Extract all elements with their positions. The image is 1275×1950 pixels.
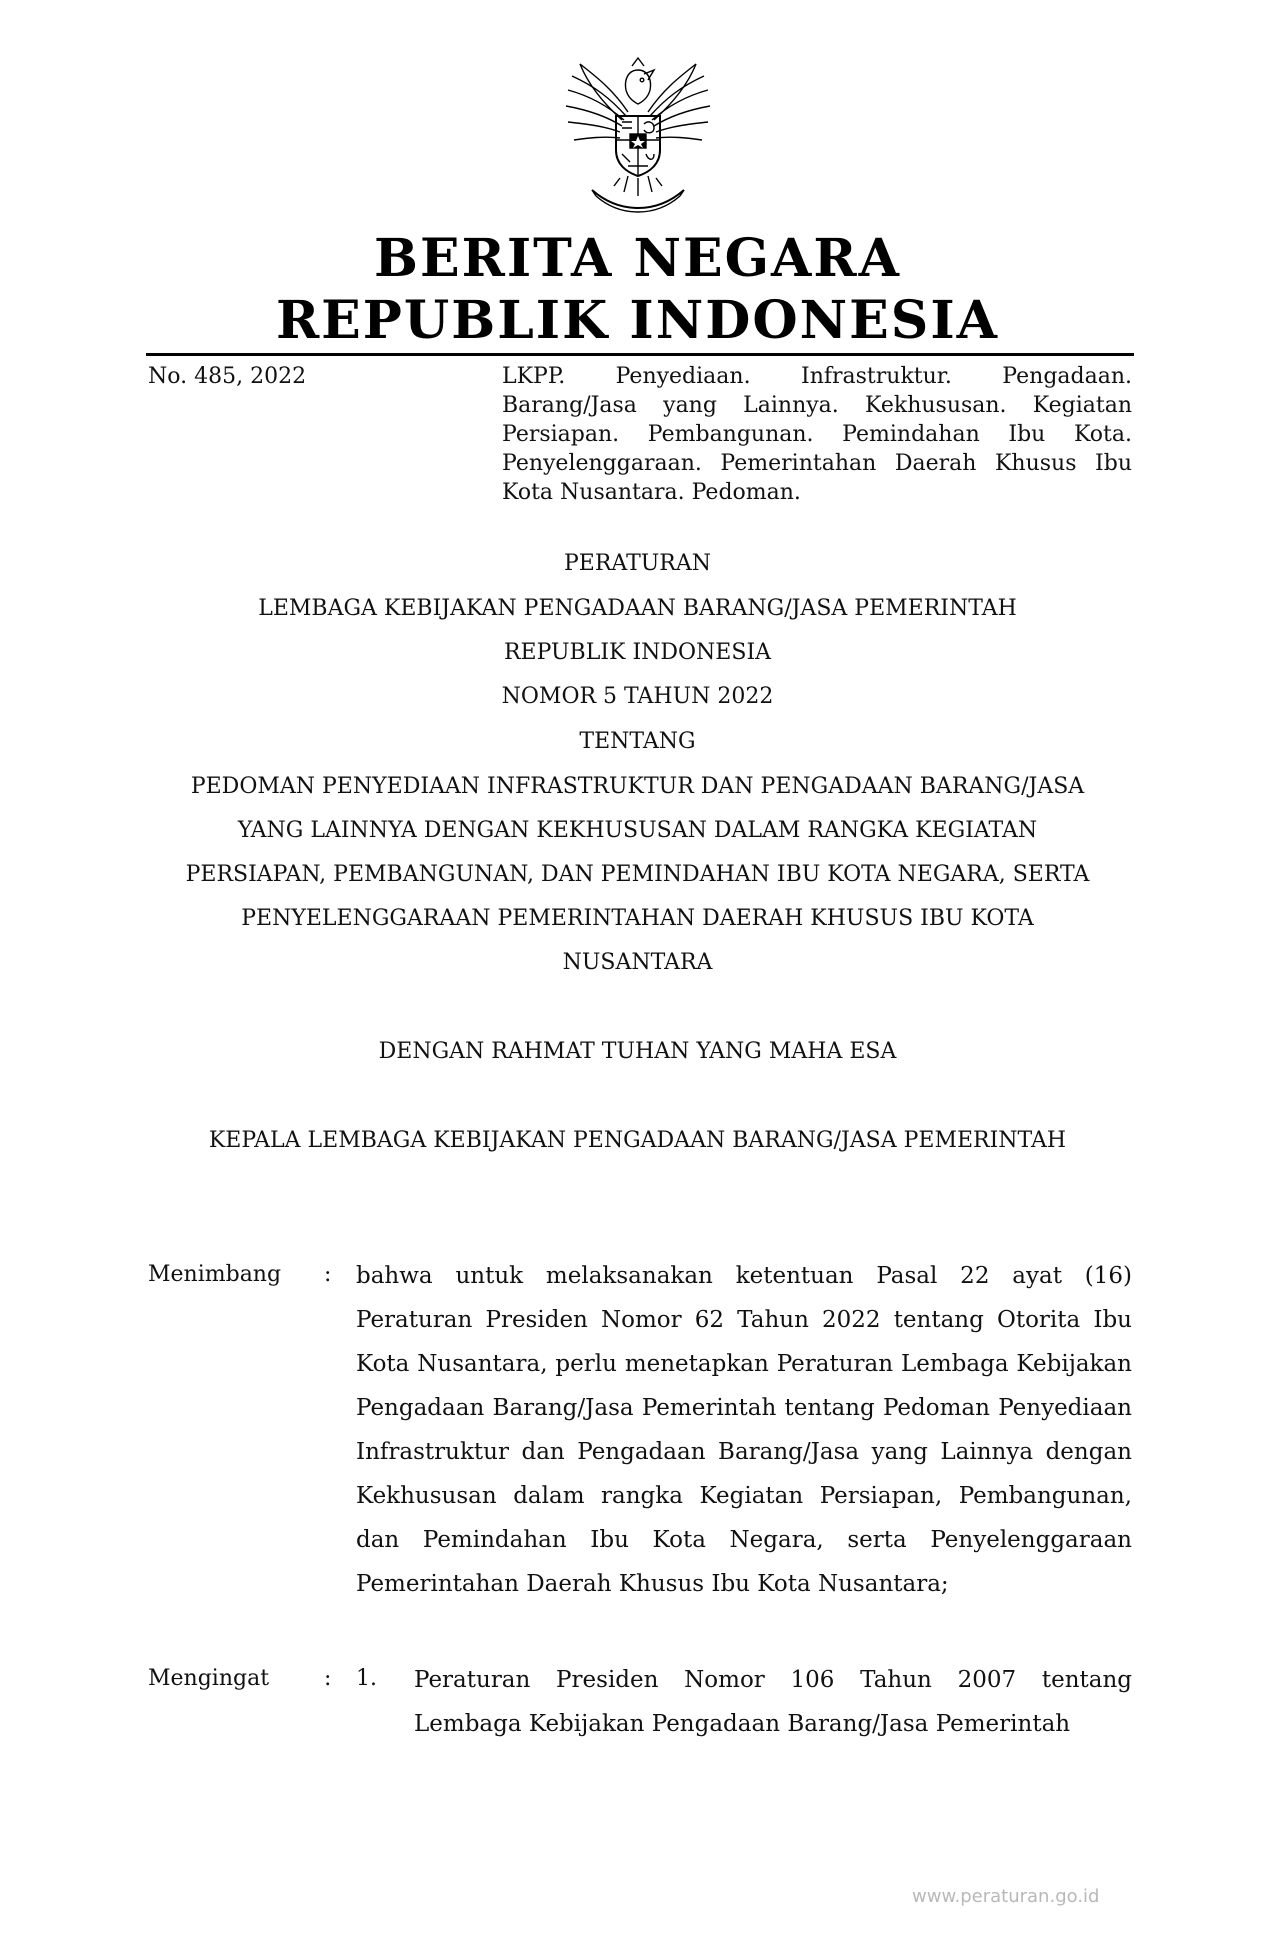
regulation-title-line: PEDOMAN PENYEDIAAN INFRASTRUKTUR DAN PENGADAAN BARANG/JASA [190,774,1085,799]
gazette-number: No. 485, 2022 [148,364,307,389]
regulation-institution: LEMBAGA KEBIJAKAN PENGADAAN BARANG/JASA PEMERINTAH [258,596,1017,621]
regulation-type: PERATURAN [563,551,712,576]
garuda-emblem-icon [558,50,718,215]
remembering-item-text: Peraturan Presiden Nomor 106 Tahun 2007 tentang Lembaga Kebijakan Pengadaan Barang/Jasa Pemerintah [414,1667,1132,1737]
source-watermark: www.peraturan.go.id [912,1886,1100,1907]
regulation-about: TENTANG [579,729,696,754]
remembering-item-number: 1. [356,1666,377,1691]
remembering-colon: : [324,1666,332,1691]
gazette-subjects: LKPP. Penyediaan. Infrastruktur. Pengadaan. Barang/Jasa yang Lainnya. Kekhususan. Kegiatan Persiapan. Pembangunan. Pemindahan Ibu Kota. Penyelenggaraan. Pemerintahan Daerah Khusus Ibu Kota Nusantara. Pedoman. [502,364,1132,505]
regulation-title-line: PENYELENGGARAAN PEMERINTAHAN DAERAH KHUSUS IBU KOTA [241,906,1034,931]
regulation-title-line: NUSANTARA [562,950,713,975]
header-rule [146,353,1134,356]
gazette-subtitle: REPUBLIK INDONESIA [275,290,1000,351]
gazette-title: BERITA NEGARA [374,228,901,289]
blessing-line: DENGAN RAHMAT TUHAN YANG MAHA ESA [378,1039,897,1064]
regulation-country: REPUBLIK INDONESIA [503,640,772,665]
regulation-title-line: PERSIAPAN, PEMBANGUNAN, DAN PEMINDAHAN IBU KOTA NEGARA, SERTA [185,862,1090,887]
issuer-line: KEPALA LEMBAGA KEBIJAKAN PENGADAAN BARANG/JASA PEMERINTAH [208,1128,1067,1153]
considering-label: Menimbang [148,1262,282,1287]
considering-text: bahwa untuk melaksanakan ketentuan Pasal 22 ayat (16) Peraturan Presiden Nomor 62 Tahun 2022 tentang Otorita Ibu Kota Nusantara, perlu menetapkan Peraturan Lembaga Kebijakan Pengadaan Barang/Jasa Pemerintah tentang Pedoman Penyediaan Infrastruktur dan Pengadaan Barang/Jasa yang Lainnya dengan Kekhususan dalam rangka Kegiatan Persiapan, Pembangunan, dan Pemindahan Ibu Kota Negara, serta Penyelenggaraan Pemerintahan Daerah Khusus Ibu Kota Nusantara; [356,1263,1132,1597]
remembering-label: Mengingat [148,1666,270,1691]
regulation-title-line: YANG LAINNYA DENGAN KEKHUSUSAN DALAM RANGKA KEGIATAN [237,818,1038,843]
considering-colon: : [324,1262,332,1287]
regulation-number: NOMOR 5 TAHUN 2022 [501,684,774,709]
